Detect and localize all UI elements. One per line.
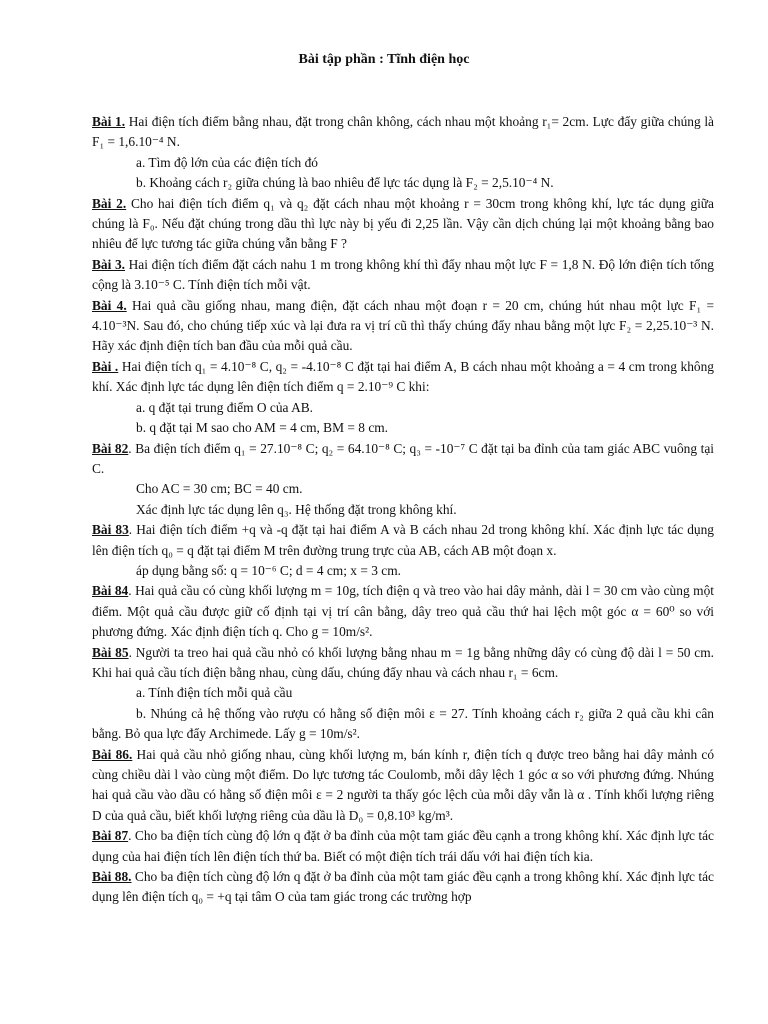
- exercise-label: Bài 88.: [92, 869, 132, 885]
- exercise-text: Cho ba điện tích cùng độ lớn q đặt ở ba đỉnh của một tam giác đều cạnh a trong không khí. Xác định lực tác dụng lên điện tích q₀ = +q tại tâm O của tam giác trong các trường hợp: [92, 869, 715, 905]
- exercise-subitem: [92, 418, 714, 438]
- exercise-text: Hai điện tích điểm bằng nhau, đặt trong chân không, cách nhau một khoảng r₁= 2cm. Lực đẩy giữa chúng là F₁ = 1,6.10⁻⁴ N.: [92, 114, 714, 150]
- exercise-paragraph: [92, 112, 714, 153]
- exercise-text: . Người ta treo hai quả cầu nhỏ có khối lượng bằng nhau m = 1g bằng những dây có cùng độ dài l = 50 cm. Khi hai quả cầu tích điện bằng nhau, cùng dấu, chúng đẩy nhau và cách nhau r₁ = 6cm.: [92, 644, 714, 680]
- exercise-paragraph: [92, 439, 714, 480]
- exercise-label: Bài .: [92, 358, 119, 374]
- exercise-label: Bài 4.: [92, 297, 127, 313]
- exercise-label: Bài 86.: [92, 746, 133, 762]
- exercise-text: . Ba điện tích điểm q₁ = 27.10⁻⁸ C; q₂ = 64.10⁻⁸ C; q₃ = -10⁻⁷ C đặt tại ba đỉnh của tam giác ABC vuông tại C.: [92, 440, 714, 476]
- exercise-text: Hai điện tích điểm đặt cách nahu 1 m trong không khí thì đẩy nhau một lực F = 1,8 N. Độ lớn điện tích tổng cộng là 3.10⁻⁵ C. Tính điện tích mỗi vật.: [92, 256, 714, 293]
- exercise-text: b. Khoảng cách r₂ giữa chúng là bao nhiêu để lực tác dụng là F₂ = 2,5.10⁻⁴ N.: [136, 175, 554, 191]
- exercise-paragraph: [92, 296, 714, 357]
- document-body: [92, 112, 714, 908]
- exercise-text: Hai quả cầu giống nhau, mang điện, đặt cách nhau một đoạn r = 20 cm, chúng hút nhau một lực F₁ = 4.10⁻³N. Sau đó, cho chúng tiếp xúc và lại đưa ra vị trí cũ thì thấy chúng đẩy nhau bằng một lực F₂ = 2,25.10⁻³ N. Hãy xác định điện tích ban đầu của mỗi quả cầu.: [92, 297, 714, 354]
- exercise-text: Cho hai điện tích điểm q₁ và q₂ đặt cách nhau một khoảng r = 30cm trong không khí, lực tác dụng giữa chúng là F₀. Nếu đặt chúng trong dầu thì lực này bị yếu đi 2,25 lần. Vậy cần dịch chúng lại một khoảng bằng bao nhiêu để lực tương tác giữa chúng vẫn bằng F ?: [92, 195, 714, 252]
- exercise-subitem: [92, 561, 714, 581]
- exercise-text: áp dụng bằng số: q = 10⁻⁶ C; d = 4 cm; x = 3 cm.: [136, 562, 401, 578]
- exercise-text: Hai quả cầu nhỏ giống nhau, cùng khối lượng m, bán kính r, điện tích q được treo bằng hai dây mảnh có cùng chiều dài l vào cùng một điểm. Do lực tương tác Coulomb, mỗi dây lệch 1 góc α so với phương đứng. Nhúng hai quả cầu vào dầu có hằng số điện môi ε = 2 người ta thấy góc lệch của mỗi dây vẫn là α . Tính khối lượng riêng D của quả cầu, biết khối lượng riêng của dầu là D₀ = 0,8.10³ kg/m³.: [92, 746, 715, 823]
- exercise-paragraph: [92, 520, 714, 561]
- exercise-paragraph: [92, 867, 714, 908]
- exercise-subitem: [92, 398, 714, 418]
- exercise-label: Bài 87: [92, 828, 129, 844]
- exercise-label: Bài 1.: [92, 114, 126, 129]
- exercise-text: Cho AC = 30 cm; BC = 40 cm.: [136, 481, 303, 497]
- exercise-paragraph: [92, 643, 714, 684]
- exercise-label: Bài 3.: [92, 256, 126, 272]
- exercise-paragraph: [92, 194, 714, 255]
- exercise-paragraph: [92, 255, 714, 296]
- exercise-text: Xác định lực tác dụng lên q₃. Hệ thống đặt trong không khí.: [136, 501, 457, 517]
- exercise-paragraph: [92, 826, 714, 867]
- exercise-label: Bài 85: [92, 644, 129, 660]
- exercise-text: b. Nhúng cả hệ thống vào rượu có hằng số điện môi ε = 27. Tính khoảng cách r₂ giữa 2 quả cầu khi cân bằng. Bỏ qua lực đẩy Archimede. Lấy g = 10m/s².: [92, 705, 714, 742]
- exercise-paragraph: [92, 581, 714, 642]
- exercise-label: Bài 82: [92, 440, 129, 456]
- exercise-paragraph: [92, 745, 714, 827]
- exercise-text: . Hai điện tích điểm +q và -q đặt tại hai điểm A và B cách nhau 2d trong không khí. Xác định lực tác dụng lên điện tích q₀ = q đặt tại điểm M trên đường trung trực của AB, cách AB một đoạn x.: [92, 522, 715, 558]
- exercise-subitem: [92, 704, 714, 745]
- exercise-label: Bài 83: [92, 522, 129, 538]
- exercise-text: Hai điện tích q₁ = 4.10⁻⁸ C, q₂ = -4.10⁻⁸ C đặt tại hai điểm A, B cách nhau một khoảng a = 4 cm trong không khí. Xác định lực tác dụng lên điện tích điểm q = 2.10⁻⁹ C khi:: [92, 358, 714, 395]
- exercise-text: a. q đặt tại trung điểm O của AB.: [136, 399, 314, 415]
- exercise-subitem: [92, 479, 714, 499]
- exercise-text: . Hai quả cầu có cùng khối lượng m = 10g, tích điện q và treo vào hai dây mảnh, dài l = 30 cm vào cùng một điểm. Một quả cầu được giữ cố định tại vị trí cân bằng, dây treo quả cầu thứ hai lệch một góc α = 60⁰ so với phương đứng. Xác định điện tích q. Cho g = 10m/s².: [92, 583, 714, 640]
- exercise-paragraph: [92, 357, 714, 398]
- exercise-text: a. Tính điện tích mỗi quả cầu: [136, 685, 293, 701]
- page-title: Bài tập phần : Tĩnh điện học: [298, 52, 470, 67]
- exercise-label: Bài 2.: [92, 195, 127, 211]
- exercise-text: a. Tìm độ lớn của các điện tích đó: [136, 154, 318, 170]
- exercise-subitem: [92, 500, 714, 520]
- exercise-label: Bài 84: [92, 583, 129, 599]
- exercise-text: . Cho ba điện tích cùng độ lớn q đặt ở ba đỉnh của một tam giác đều cạnh a trong không khí. Xác định lực tác dụng của hai điện tích lên điện tích thứ ba. Biết có một điện tích trái dấu với hai điện tích kia.: [92, 828, 714, 864]
- exercise-subitem: [92, 683, 714, 703]
- exercise-text: b. q đặt tại M sao cho AM = 4 cm, BM = 8 cm.: [136, 420, 389, 436]
- exercise-subitem: [92, 153, 714, 173]
- exercise-subitem: [92, 173, 714, 193]
